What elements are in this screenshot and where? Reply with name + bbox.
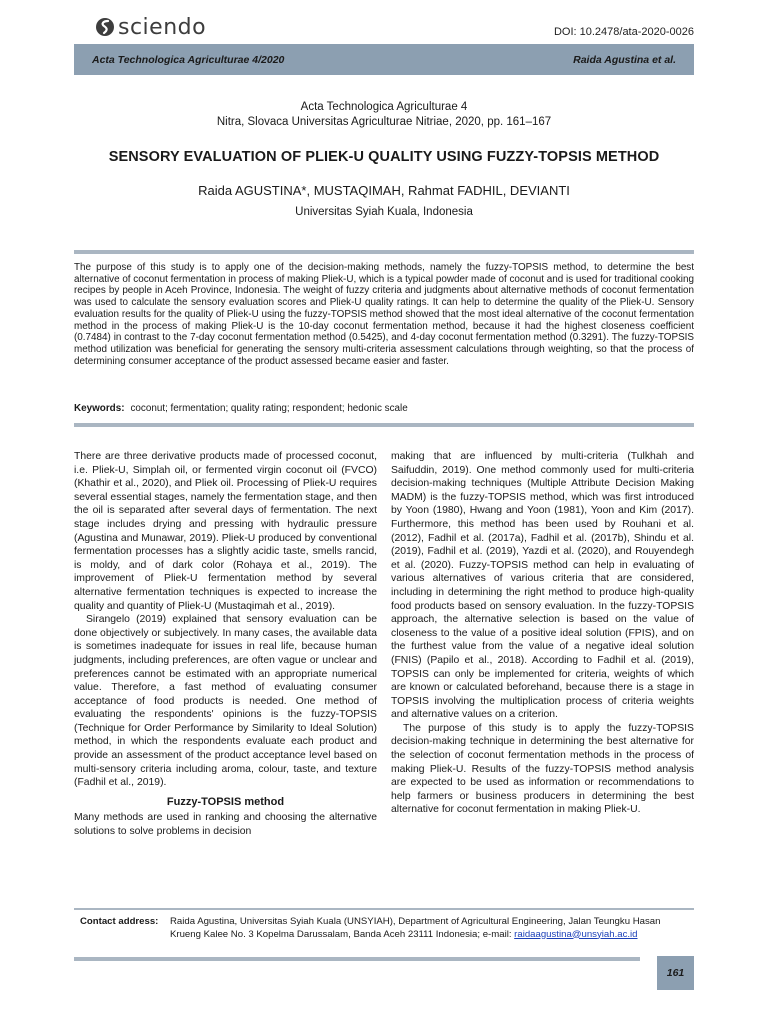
sciendo-logo-text: sciendo xyxy=(118,14,207,40)
keywords-label: Keywords: xyxy=(74,403,125,414)
contact-email-link[interactable]: raidaagustina@unsyiah.ac.id xyxy=(514,928,638,940)
abstract-bottom-rule xyxy=(74,423,694,427)
authors: Raida AGUSTINA*, MUSTAQIMAH, Rahmat FADHIL, DEVIANTI xyxy=(198,183,570,198)
affiliation: Universitas Syiah Kuala, Indonesia xyxy=(295,206,473,218)
contact-address xyxy=(74,908,694,941)
contact-body xyxy=(170,916,694,941)
paragraph: There are three derivative products made of processed coconut, i.e. Pliek-U, Simplah oil, or fermented virgin coconut oil (FVCO) (Khathir et al., 2020), and Pliek oil. Processing of Pliek-U requires several essential stages, namely the fermentation stage, and then the oil is separated after several days of fermentation. The next stage includes drying and pressing with hydraulic pressure (Agustina and Munawar, 2019). Pliek-U produced by conventional fermentation processes has a slightly acidic taste, smells rancid, is moldy, and of dark color (Rohaya et al., 2019). The improvement of Pliek-U fermentation method by several alternative fermentation techniques is expected to increase the quality and quantity of Pliek-U (Mustaqimah et al., 2019). xyxy=(74,451,377,612)
footer-rule xyxy=(74,957,640,961)
section-heading: Fuzzy-TOPSIS method xyxy=(166,795,285,808)
publication-info xyxy=(74,100,694,130)
page-number: 161 xyxy=(657,956,694,990)
sciendo-logo-icon xyxy=(96,16,114,38)
publication-info-line1: Acta Technologica Agriculturae 4 xyxy=(300,101,468,113)
body-column-right xyxy=(391,450,694,817)
paragraph: Many methods are used in ranking and choosing the alternative solutions to solve problems in decision xyxy=(74,812,377,838)
keywords xyxy=(74,403,694,414)
abstract-top-rule xyxy=(74,250,694,254)
journal-header-bar xyxy=(74,44,694,75)
doi: DOI: 10.2478/ata-2020-0026 xyxy=(553,26,694,38)
contact-text: Raida Agustina, Universitas Syiah Kuala (UNSYIAH), Department of Agricultural Engineering, Jalan Teungku Hasan Krueng Kalee No. 3 Kopelma Darussalam, Banda Aceh 23111 Indonesia; e-mail: xyxy=(170,916,661,940)
paragraph: making that are influenced by multi-criteria (Tulkhah and Saifuddin, 2019). One method commonly used for multi-criteria decision-making techniques (Multiple Attribute Decision Making MADM) is the fuzzy-TOPSIS method, which was first introduced by Yoon (1980), Hwang and Yoon (1981), Yoon and Kim (2017). Furthermore, this method has been used by Rouhani et al. (2012), Fadhil et al. (2017a), Fadhil et al. (2017b), Shindu et al. (2019), Fadhil et al. (2019), Yazdi et al. (2020), and Rouyendegh et al. (2020). Fuzzy-TOPSIS method can help in evaluating of various alternatives of various criteria that are considered, including in determining the right method to produce high-quality food products based on sensory evaluation. In the fuzzy-TOPSIS approach, the alternative selection is based on the value of closeness to the value of a positive ideal solution (FPIS), and on the furthest value from the value of a negative ideal solution (FNIS) (Papilo et al., 2018). According to Fadhil et al. (2019), TOPSIS can only be implemented for criteria, weights of which are known or calculated beforehand, because there is a stage in TOPSIS involving the multiplication process of criteria weights and alternative values on a criterion. xyxy=(391,451,694,721)
header-author: Raida Agustina et al. xyxy=(573,53,676,66)
journal-name: Acta Technologica Agriculturae 4/2020 xyxy=(92,53,285,66)
contact-label: Contact address: xyxy=(80,916,159,927)
body-column-left xyxy=(74,450,377,839)
abstract: The purpose of this study is to apply one of the decision-making methods, namely the fuzzy-TOPSIS method, to determine the best alternative of coconut fermentation in process of making Pliek-U, which is a typical powder made of coconut and is used for traditional cooking recipes by people in Aceh Province, Indonesia. The weight of fuzzy criteria and judgments about alternative methods of coconut fermentation was used to calculate the sensory evaluation scores and Pliek-U quality ratings. It can help to determine the quality of the Pliek-U. Sensory evaluation results for the quality of Pliek-U using the fuzzy-TOPSIS method showed that the most ideal alternative of the coconut fermentation method in the process of making Pliek-U is the 10-day coconut fermentation method, because it had the highest closeness coefficient (0.7484) in contrast to the 7-day coconut fermentation method (0.5425), and 4-day coconut fermentation method (0.3291). The fuzzy-TOPSIS method utilization was beneficial for generating the sensory multi-criteria assessment calculations through weighting, so that the process of determining consumer acceptance of the product assessed became easier and faster. xyxy=(74,262,694,367)
paper-title: SENSORY EVALUATION OF PLIEK-U QUALITY USING FUZZY-TOPSIS METHOD xyxy=(108,149,660,165)
paragraph: The purpose of this study is to apply the fuzzy-TOPSIS decision-making technique in determining the best alternative for the selection of coconut fermentation methods in the process of making Pliek-U. Results of the fuzzy-TOPSIS method analysis are expected to be used as information or recommendations to help farmers or business producers in determining the best alternative for coconut fermentation in making Pliek-U. xyxy=(391,722,694,816)
sciendo-logo xyxy=(96,14,206,40)
keywords-text: coconut; fermentation; quality rating; respondent; hedonic scale xyxy=(130,403,408,414)
paragraph: Sirangelo (2019) explained that sensory evaluation can be done objectively or subjectively. In many cases, the available data is sometimes inadequate for issues in real life, because human judgments, including preferences, are often vague or unclear and preferences cannot be estimated with an appropriate numerical value. Therefore, a fast method of evaluating consumer acceptance of food products is needed. One method of evaluating the respondents' opinions is the fuzzy-TOPSIS (Technique for Order Performance by Similarity to Ideal Solution) method, in which the respondents evaluate each product and provide an assessment of the product acceptance level based on multi-sensory criteria including aroma, colour, taste, and texture (Fadhil et al., 2019). xyxy=(74,614,377,789)
publication-info-line2: Nitra, Slovaca Universitas Agriculturae Nitriae, 2020, pp. 161–167 xyxy=(216,116,552,128)
